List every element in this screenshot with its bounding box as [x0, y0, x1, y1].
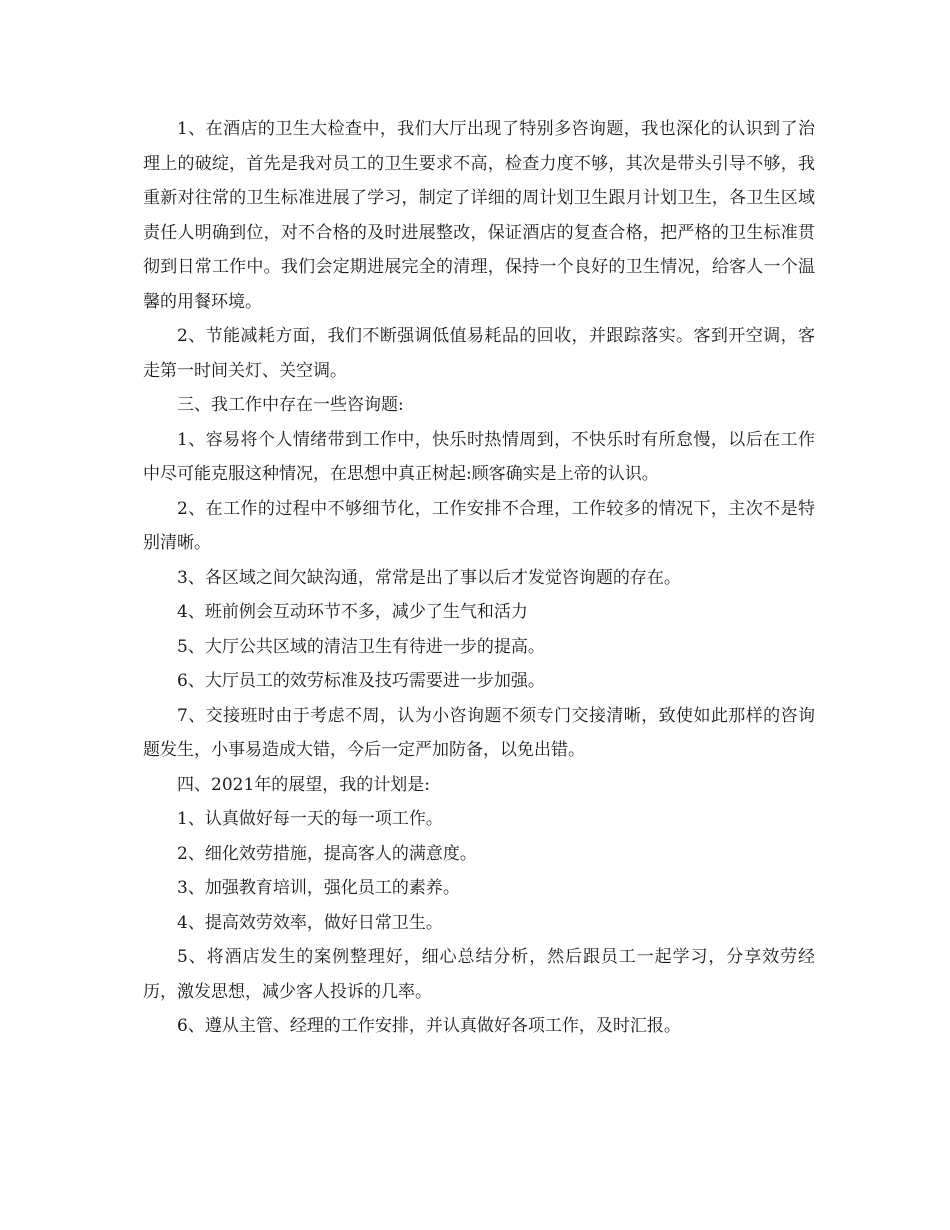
plan-item-6: 6、遵从主管、经理的工作安排，并认真做好各项工作，及时汇报。 [177, 1016, 681, 1036]
plan-item-4: 4、提高效劳效率，做好日常卫生。 [177, 912, 443, 933]
problem-item-3: 3、各区域之间欠缺沟通，常常是出了事以后才发觉咨询题的存在。 [177, 567, 681, 588]
paragraph-energy-saving: 2、节能减耗方面，我们不断强调低值易耗品的回收，并跟踪落实。客到开空调，客走第一时间关灯、关空调。 [143, 326, 815, 381]
paragraph-hygiene-inspection: 1、在酒店的卫生大检查中，我们大厅出现了特别多咨询题，我也深化的认识到了治理上的破绽，首先是我对员工的卫生要求不高，检查力度不够，其次是带头引导不够，我重新对往常的卫生标准进展了学习，制定了详细的周计划卫生跟月计划卫生，各卫生区域责任人明确到位，对不合格的及时进展整改，保证酒店的复查合格，把严格的卫生标准贯彻到日常工作中。我们会定期进展完全的清理，保持一个良好的卫生情况，给客人一个温馨的用餐环境。 [143, 119, 815, 312]
plan-item-1: 1、认真做好每一天的每一项工作。 [177, 809, 443, 829]
section-heading-problems: 三、我工作中存在一些咨询题: [177, 395, 404, 415]
problem-item-1: 1、容易将个人情绪带到工作中，快乐时热情周到，不快乐时有所怠慢，以后在工作中尽可能克服这种情况，在思想中真正树起:顾客确实是上帝的认识。 [143, 429, 815, 484]
problem-item-7: 7、交接班时由于考虑不周，认为小咨询题不须专门交接清晰，致使如此那样的咨询题发生，小事易造成大错，今后一定严加防备，以免出错。 [143, 705, 815, 760]
section-heading-outlook: 四、2021年的展望，我的计划是: [177, 774, 430, 795]
plan-item-3: 3、加强教育培训，强化员工的素养。 [177, 878, 460, 898]
problem-item-4: 4、班前例会互动环节不多，减少了生气和活力 [177, 602, 528, 622]
plan-item-2: 2、细化效劳措施，提高客人的满意度。 [177, 843, 477, 864]
plan-item-5: 5、将酒店发生的案例整理好，细心总结分析，然后跟员工一起学习，分享效劳经历，激发思想，减少客人投诉的几率。 [143, 947, 815, 1002]
problem-item-2: 2、在工作的过程中不够细节化，工作安排不合理，工作较多的情况下，主次不是特别清晰。 [143, 498, 815, 553]
problem-item-5: 5、大厅公共区域的清洁卫生有待进一步的提高。 [177, 636, 545, 657]
problem-item-6: 6、大厅员工的效劳标准及技巧需要进一步加强。 [177, 671, 545, 691]
